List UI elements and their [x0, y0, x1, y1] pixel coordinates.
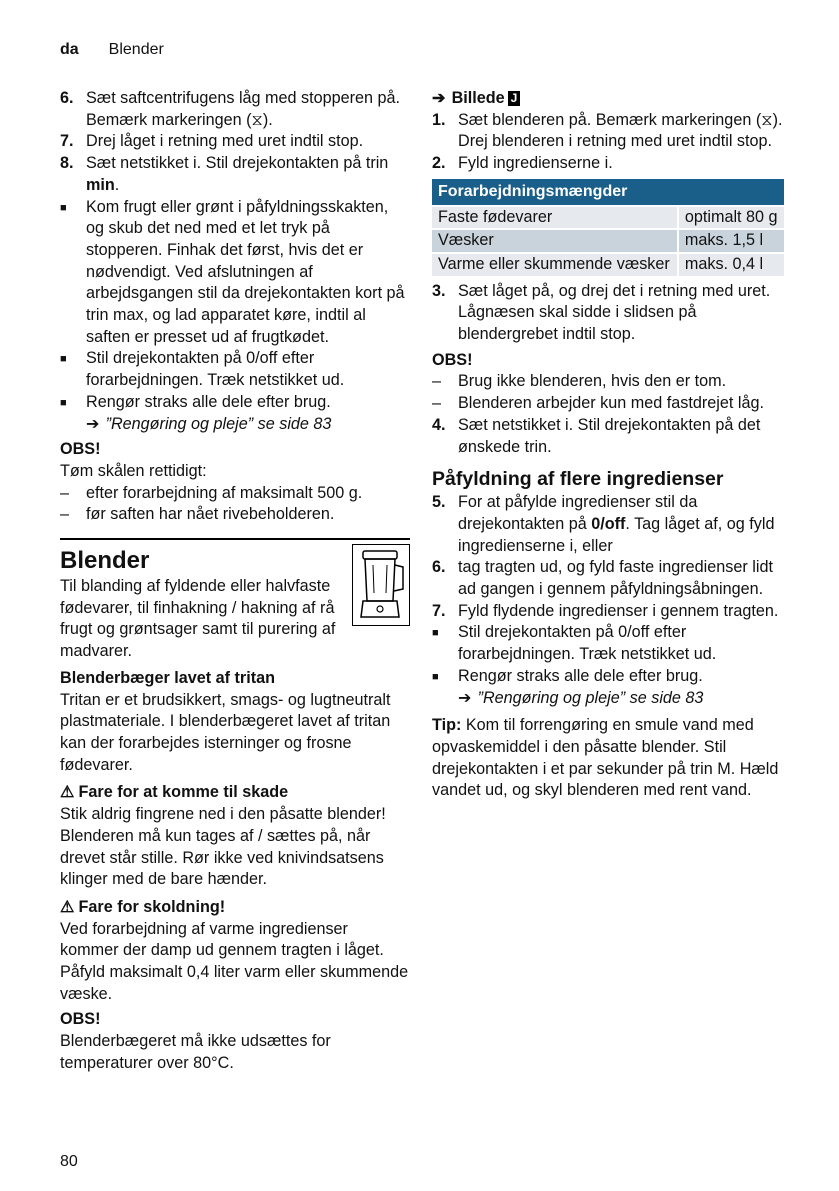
bullet-icon: ■	[60, 201, 67, 214]
arrow-icon: ➔	[458, 688, 472, 707]
header-title: Blender	[108, 41, 164, 58]
section-title: Blender	[60, 547, 150, 575]
bullet-item: ■ Rengør straks alle dele efter brug. ➔ ”Rengøring og pleje” se side 83	[60, 392, 332, 433]
obs-heading: OBS!	[60, 440, 101, 459]
section-title: Påfyldning af flere ingredienser	[432, 468, 724, 491]
bullet-icon: ■	[60, 353, 67, 366]
step-2: 2. Fyld ingredienserne i.	[432, 154, 613, 173]
warning-icon: ⚠	[60, 897, 75, 916]
blender-icon	[352, 544, 410, 626]
figure-badge: J	[508, 91, 521, 106]
table-header: Forarbejdningsmængder	[432, 179, 784, 205]
tip-label: Tip:	[432, 716, 462, 735]
warning-heading: ⚠ Fare for at komme til skade	[60, 783, 289, 802]
page-number: 80	[60, 1153, 78, 1170]
step-6: 6. tag tragten ud, og fyld faste ingredienser lidt ad gangen i gennem påfyldningsåbningen.	[432, 558, 773, 599]
obs-text: Tøm skålen rettidigt:	[60, 461, 207, 480]
warning-icon: ⚠	[60, 783, 75, 802]
left-column	[60, 88, 410, 1075]
table-row: Varme eller skummende væsker maks. 0,4 l	[432, 254, 784, 276]
arrow-icon: ➔	[432, 89, 446, 107]
right-column	[432, 88, 787, 802]
step-3: 3. Sæt låget på, og drej det i retning med uret. Lågnæsen skal sidde i slidsen på blendergrebet indtil stop.	[432, 281, 771, 344]
step-7: 7. Fyld flydende ingredienser i gennem tragten.	[432, 601, 779, 620]
bullet-item: ■ Rengør straks alle dele efter brug. ➔ ”Rengøring og pleje” se side 83	[432, 666, 704, 707]
cross-reference-link[interactable]: ”Rengøring og pleje” se side 83	[105, 414, 332, 433]
obs-heading: OBS!	[60, 1010, 101, 1029]
subsection-title: Blenderbæger lavet af tritan	[60, 668, 275, 687]
bullet-icon: ■	[60, 396, 67, 409]
table-row: Faste fødevarer optimalt 80 g	[432, 207, 784, 229]
table-row: Væsker maks. 1,5 l	[432, 230, 784, 252]
bullet-item: ■ Stil drejekontakten på 0/off efter forarbejdningen. Træk netstikket ud.	[432, 623, 717, 664]
step-6: 6. Sæt saftcentrifugens låg med stopperen på. Bemærk markeringen (⧖).	[60, 89, 401, 129]
dash-item: – efter forarbejdning af maksimalt 500 g.	[60, 483, 363, 502]
step-5: 5. For at påfylde ingredienser stil da drejekontakten på 0/off. Tag låget af, og fyld ingredienserne i, eller	[432, 493, 775, 555]
obs-heading: OBS!	[432, 350, 473, 369]
quantities-table	[432, 177, 784, 278]
language-code: da	[60, 41, 79, 58]
warning-text: Ved forarbejdning af varme ingredienser kommer der damp ud gennem tragten i låget. Påfyld maksimalt 0,4 liter varm eller skummende væske.	[60, 919, 409, 1003]
subsection-text: Tritan er et brudsikkert, smags- og lugtneutralt plastmateriale. I blenderbægeret lavet af tritan kan der forarbejdes isterninger og frosne fødevarer.	[60, 690, 391, 774]
bullet-icon: ■	[432, 670, 439, 683]
warning-heading: ⚠ Fare for skoldning!	[60, 897, 226, 916]
step-1: 1. Sæt blenderen på. Bemærk markeringen (⧖). Drej blenderen i retning med uret indtil stop.	[432, 110, 783, 151]
step-4: 4. Sæt netstikket i. Stil drejekontakten på det ønskede trin.	[432, 415, 761, 456]
obs-text: Blenderbægeret må ikke udsættes for temperaturer over 80°C.	[60, 1032, 331, 1072]
bullet-icon: ■	[432, 627, 439, 640]
figure-reference: ➔ Billede J	[432, 88, 787, 110]
warning-text: Stik aldrig fingrene ned i den påsatte blender! Blenderen må kun tages af / sættes på, når drevet står stille. Rør ikke ved knivindsatsens klinger med de bare hænder.	[60, 805, 386, 889]
bullet-item: ■ Kom frugt eller grønt i påfyldningsskakten, og skub det ned med et let tryk på stopperen. Finhak det først, hvis det er nødvendigt. Ved afslutningen af arbejdsgangen stil da drejekontakten kort på trin max, og lad apparatet køre, indtil al saften er presset ud af frugtkødet.	[60, 197, 405, 346]
bullet-item: ■ Stil drejekontakten på 0/off efter forarbejdningen. Træk netstikket ud.	[60, 349, 345, 390]
page-header	[60, 39, 164, 61]
arrow-icon: ➔	[86, 414, 100, 433]
dash-item: – Brug ikke blenderen, hvis den er tom.	[432, 372, 727, 391]
step-8: 8. Sæt netstikket i. Stil drejekontakten på trin min.	[60, 154, 389, 194]
cross-reference-link[interactable]: ”Rengøring og pleje” se side 83	[477, 688, 704, 707]
section-intro: Til blanding af fyldende eller halvfaste fødevarer, til finhakning / hakning af rå frugt og grøntsager samt til purering af madvarer.	[60, 577, 336, 661]
step-7: 7. Drej låget i retning med uret indtil stop.	[60, 132, 364, 151]
dash-item: – før saften har nået rivebeholderen.	[60, 505, 335, 524]
tip-paragraph: Tip: Kom til forrengøring en smule vand med opvaskemiddel i den påsatte blender. Stil drejekontakten i et par sekunder på trin M. Hæld vandet ud, og skyl blenderen med rent vand.	[432, 716, 779, 800]
dash-item: – Blenderen arbejder kun med fastdrejet låg.	[432, 394, 764, 413]
section-divider	[60, 538, 410, 540]
